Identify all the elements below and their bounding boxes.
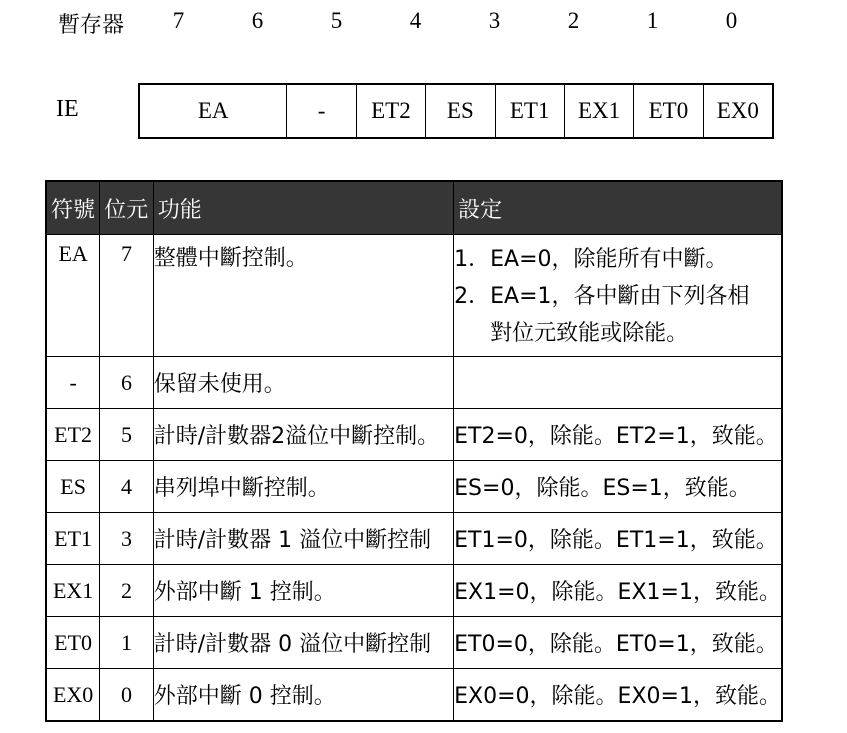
row-symbol: ET1 xyxy=(46,513,100,565)
row-function: 外部中斷 1 控制。 xyxy=(153,565,453,617)
header-function: 功能 xyxy=(153,181,453,235)
row-setting: ET0=0，除能。ET0=1，致能。 xyxy=(454,617,782,669)
row-function: 外部中斷 0 控制。 xyxy=(153,669,453,722)
table-row xyxy=(46,565,782,617)
row-bit: 6 xyxy=(100,357,154,409)
row-symbol: ET0 xyxy=(46,617,100,669)
ie-cell-et2: ET2 xyxy=(356,85,425,137)
ie-cell-ex0: EX0 xyxy=(703,85,772,137)
row-setting: ET1=0，除能。ET1=1，致能。 xyxy=(454,513,782,565)
register-bit-header xyxy=(0,8,847,44)
table-header-row xyxy=(46,181,782,235)
ie-cell-et1: ET1 xyxy=(495,85,564,137)
ie-cell-et0: ET0 xyxy=(633,85,702,137)
row-function: 計時/計數器 0 溢位中斷控制 xyxy=(153,617,453,669)
row-symbol: EX1 xyxy=(46,565,100,617)
bit-number-7: 7 xyxy=(172,8,185,33)
row-setting: EX1=0，除能。EX1=1，致能。 xyxy=(454,565,782,617)
ie-bit-description-table xyxy=(45,180,783,722)
setting-line: 對位元致能或除能。 xyxy=(490,321,689,346)
row-symbol: ES xyxy=(46,461,100,513)
table-row xyxy=(46,513,782,565)
row-setting xyxy=(454,235,782,357)
row-function: 整體中斷控制。 xyxy=(153,235,453,357)
row-bit: 5 xyxy=(100,409,154,461)
ie-cell-ex1: EX1 xyxy=(564,85,633,137)
table-row xyxy=(46,669,782,722)
row-bit: 0 xyxy=(100,669,154,722)
bit-number-5: 5 xyxy=(330,8,343,33)
row-setting xyxy=(454,357,782,409)
row-bit: 2 xyxy=(100,565,154,617)
row-symbol: EA xyxy=(46,235,100,357)
row-symbol: - xyxy=(46,357,100,409)
table-row xyxy=(46,409,782,461)
row-bit: 4 xyxy=(100,461,154,513)
row-bit: 3 xyxy=(100,513,154,565)
row-symbol: EX0 xyxy=(46,669,100,722)
ie-register-box xyxy=(138,83,774,139)
ie-cell-reserved: - xyxy=(286,85,355,137)
table-row xyxy=(46,461,782,513)
ie-cell-ea: EA xyxy=(197,98,229,123)
row-symbol: ET2 xyxy=(46,409,100,461)
bit-number-3: 3 xyxy=(488,8,501,33)
header-bit: 位元 xyxy=(100,181,154,235)
bit-number-6: 6 xyxy=(251,8,264,33)
row-bit: 1 xyxy=(100,617,154,669)
ie-register-name: IE xyxy=(56,96,79,122)
header-setting: 設定 xyxy=(454,181,782,235)
bit-number-2: 2 xyxy=(567,8,580,33)
row-function: 計時/計數器 1 溢位中斷控制 xyxy=(153,513,453,565)
table-row xyxy=(46,357,782,409)
bit-number-1: 1 xyxy=(646,8,659,33)
setting-line: 2．EA=1，各中斷由下列各相 xyxy=(454,284,750,309)
row-function: 計時/計數器2溢位中斷控制。 xyxy=(153,409,453,461)
table-row xyxy=(46,617,782,669)
register-label: 暫存器 xyxy=(58,13,125,38)
setting-line: 1．EA=0，除能所有中斷。 xyxy=(454,247,728,272)
ie-cell-es: ES xyxy=(425,85,494,137)
row-function: 保留未使用。 xyxy=(153,357,453,409)
bit-number-4: 4 xyxy=(409,8,422,33)
table-row xyxy=(46,235,782,357)
row-setting: EX0=0，除能。EX0=1，致能。 xyxy=(454,669,782,722)
row-setting: ES=0，除能。ES=1，致能。 xyxy=(454,461,782,513)
row-setting: ET2=0，除能。ET2=1，致能。 xyxy=(454,409,782,461)
row-bit: 7 xyxy=(100,235,154,357)
bit-number-0: 0 xyxy=(725,8,738,33)
row-function: 串列埠中斷控制。 xyxy=(153,461,453,513)
header-symbol: 符號 xyxy=(46,181,100,235)
